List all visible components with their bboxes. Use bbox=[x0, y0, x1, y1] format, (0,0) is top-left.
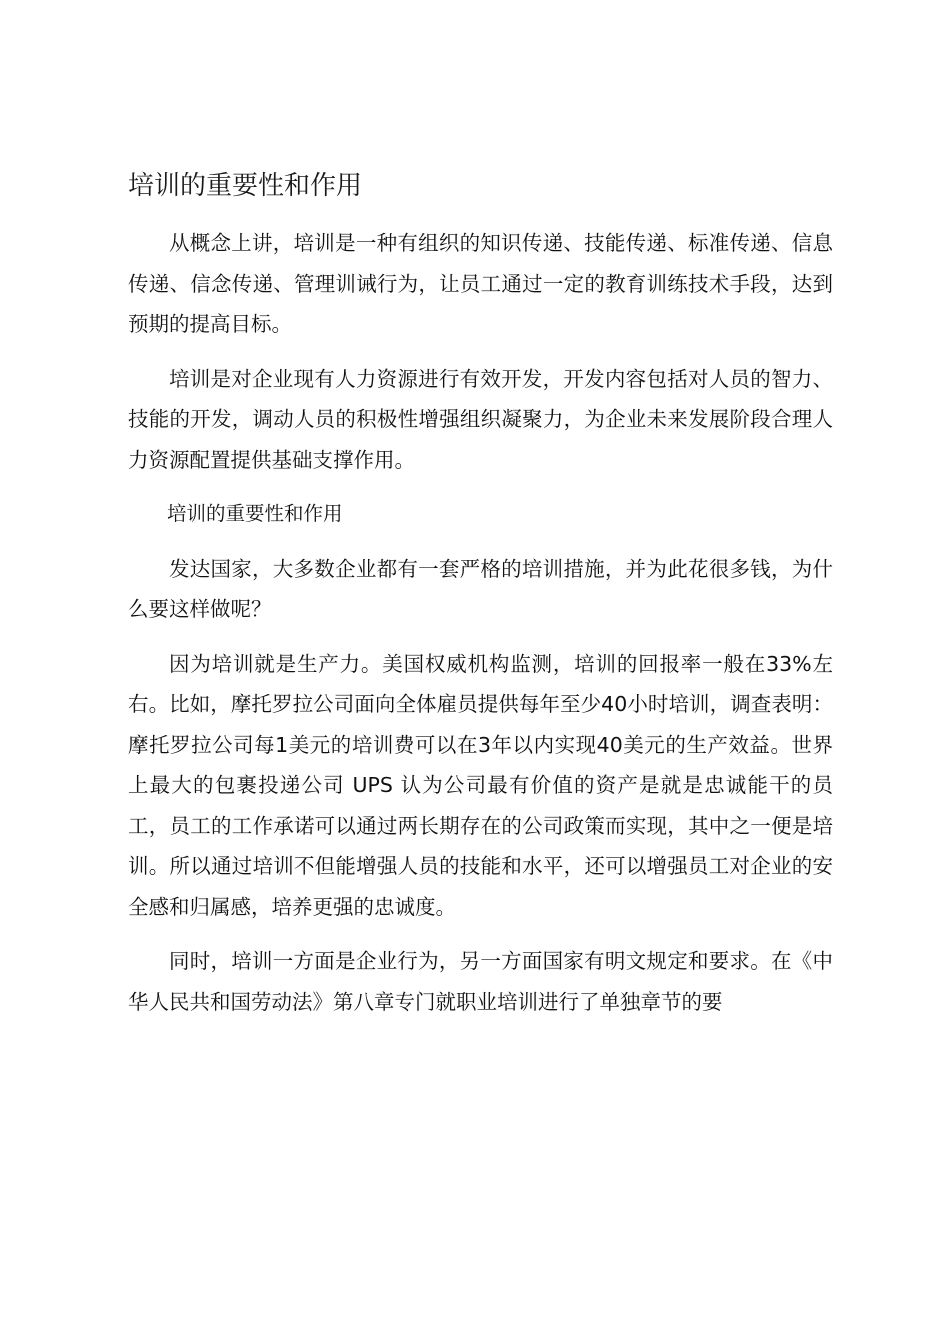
paragraph-definition: 从概念上讲，培训是一种有组织的知识传递、技能传递、标准传递、信息传递、信念传递、管理训诫行为，让员工通过一定的教育训练技术手段，达到预期的提高目标。 bbox=[128, 231, 833, 336]
paragraph-question: 发达国家，大多数企业都有一套严格的培训措施，并为此花很多钱，为什么要这样做呢？ bbox=[128, 556, 833, 621]
paragraph-development: 培训是对企业现有人力资源进行有效开发，开发内容包括对人员的智力、技能的开发，调动人员的积极性增强组织凝聚力，为企业未来发展阶段合理人力资源配置提供基础支撑作用。 bbox=[128, 366, 833, 472]
document-title: 培训的重要性和作用 bbox=[128, 171, 363, 201]
paragraph-productivity: 因为培训就是生产力。美国权威机构监测，培训的回报率一般在33%左右。比如，摩托罗拉公司面向全体雇员提供每年至少40小时培训，调查表明：摩托罗拉公司每1美元的培训费可以在3年以内实现40美元的生产效益。世界上最大的包裹投递公司 UPS 认为公司最有价值的资产是就是忠诚能干的员工，员工的工作承诺可以通过两长期存在的公司政策而实现，其中之一便是培训。所以通过培训不但能增强人员的技能和水平，还可以增强员工对企业的安全感和归属感，培养更强的忠诚度。 bbox=[128, 651, 833, 919]
paragraph-regulation: 同时，培训一方面是企业行为，另一方面国家有明文规定和要求。在《中华人民共和国劳动法》第八章专门就职业培训进行了单独章节的要 bbox=[128, 949, 833, 1014]
document-body bbox=[128, 223, 833, 1036]
paragraph-subheading: 培训的重要性和作用 bbox=[167, 502, 343, 525]
